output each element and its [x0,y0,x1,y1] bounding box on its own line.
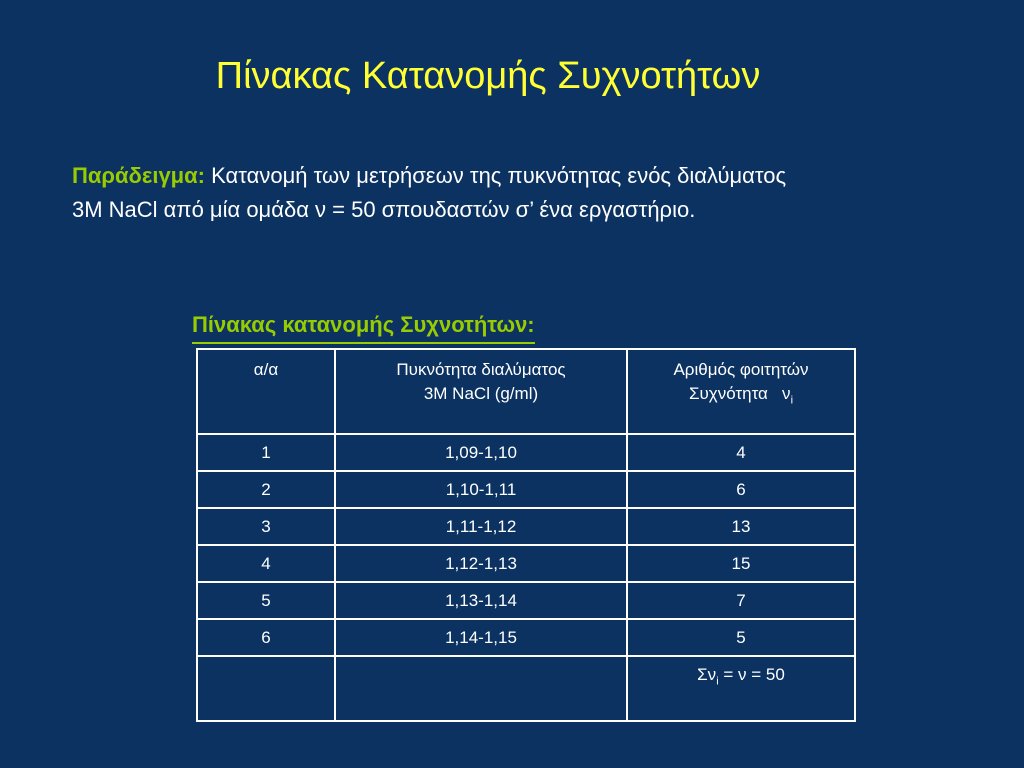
example-text-line1: Κατανομή των μετρήσεων της πυκνότητας ενός διαλύματος [211,163,787,188]
cell-index: 5 [197,582,335,619]
example-label: Παράδειγμα: [72,163,205,188]
cell-count: 4 [627,434,855,471]
header-density [335,349,627,434]
table-total-row [197,656,855,721]
header-frequency-line1: Αριθμός φοιτητών [673,360,809,379]
total-suffix: = ν = 50 [718,665,785,684]
cell-index: 6 [197,619,335,656]
cell-index: 1 [197,434,335,471]
table-row [197,582,855,619]
cell-range: 1,13-1,14 [335,582,627,619]
cell-range: 1,14-1,15 [335,619,627,656]
total-prefix: Σν [697,665,717,684]
table-heading: Πίνακας κατανομής Συχνοτήτων: [192,308,535,344]
example-paragraph [72,159,1002,227]
cell-count: 7 [627,582,855,619]
table-row [197,545,855,582]
cell-total [627,656,855,721]
header-density-line1: Πυκνότητα διαλύματος [396,360,566,379]
cell-index: 4 [197,545,335,582]
cell-range: 1,11-1,12 [335,508,627,545]
cell-index: 3 [197,508,335,545]
cell-range: 1,12-1,13 [335,545,627,582]
table-header-row [197,349,855,434]
header-frequency [627,349,855,434]
total-sub: i [716,675,719,688]
cell-empty [335,656,627,721]
cell-count: 5 [627,619,855,656]
cell-count: 6 [627,471,855,508]
slide-title: Πίνακας Κατανομής Συχνοτήτων [215,55,761,97]
header-frequency-sub: i [790,394,794,407]
cell-index: 2 [197,471,335,508]
header-density-line2: 3M NaCl (g/ml) [423,384,539,403]
cell-range: 1,10-1,11 [335,471,627,508]
table-row [197,619,855,656]
cell-empty [197,656,335,721]
cell-count: 15 [627,545,855,582]
table-row [197,508,855,545]
frequency-table [196,348,856,722]
cell-count: 13 [627,508,855,545]
header-index-label: α/α [253,360,279,379]
header-frequency-line2: Συχνότητα ν [688,384,791,403]
header-index [197,349,335,434]
cell-range: 1,09-1,10 [335,434,627,471]
example-text-line2: 3M NaCl από μία ομάδα ν = 50 σπουδαστών σ’ ένα εργαστήριο. [72,197,696,222]
table-row [197,434,855,471]
table-row [197,471,855,508]
